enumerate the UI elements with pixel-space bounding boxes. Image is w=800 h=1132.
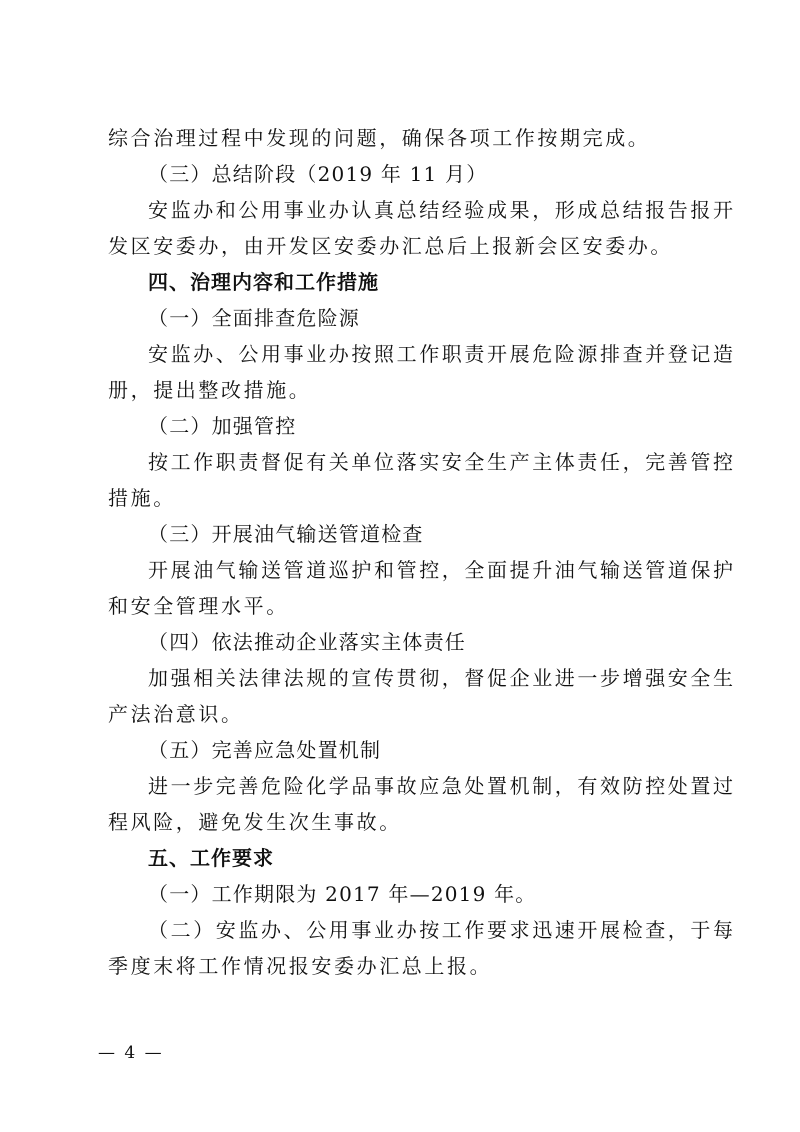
paragraph-line: 综合治理过程中发现的问题，确保各项工作按期完成。	[108, 126, 651, 150]
paragraph-line: 产法治意识。	[108, 702, 244, 726]
subsection-heading: （三）总结阶段（2019 年 11 月）	[148, 162, 488, 186]
paragraph-line: （二）安监办、公用事业办按工作要求迅速开展检查，于每	[148, 918, 736, 942]
paragraph-line: 季度末将工作情况报安委办汇总上报。	[108, 954, 493, 978]
section-heading: 四、治理内容和工作措施	[148, 270, 379, 294]
paragraph-line: 册，提出整改措施。	[108, 378, 312, 402]
paragraph-line: 和安全管理水平。	[108, 594, 289, 618]
paragraph-line: 发区安委办，由开发区安委办汇总后上报新会区安委办。	[108, 234, 673, 258]
paragraph-line: 安监办、公用事业办按照工作职责开展危险源排查并登记造	[148, 342, 736, 366]
page-number: — 4 —	[98, 1043, 164, 1063]
paragraph-line: 进一步完善危险化学品事故应急处置机制，有效防控处置过	[148, 774, 736, 798]
subsection-heading: （二）加强管控	[148, 414, 297, 438]
paragraph-line: 安监办和公用事业办认真总结经验成果，形成总结报告报开	[148, 198, 736, 222]
paragraph-line: 加强相关法律法规的宣传贯彻，督促企业进一步增强安全生	[148, 666, 736, 690]
subsection-heading: （三）开展油气输送管道检查	[148, 522, 424, 546]
section-heading: 五、工作要求	[148, 846, 274, 870]
subsection-heading: （五）完善应急处置机制	[148, 738, 382, 762]
subsection-heading: （一）工作期限为 2017 年—2019 年。	[148, 882, 537, 906]
paragraph-line: 程风险，避免发生次生事故。	[108, 810, 402, 834]
paragraph-line: 措施。	[108, 486, 176, 510]
paragraph-line: 开展油气输送管道巡护和管控，全面提升油气输送管道保护	[148, 558, 736, 582]
paragraph-line: 按工作职责督促有关单位落实安全生产主体责任，完善管控	[148, 450, 736, 474]
subsection-heading: （一）全面排查危险源	[148, 306, 360, 330]
subsection-heading: （四）依法推动企业落实主体责任	[148, 630, 466, 654]
